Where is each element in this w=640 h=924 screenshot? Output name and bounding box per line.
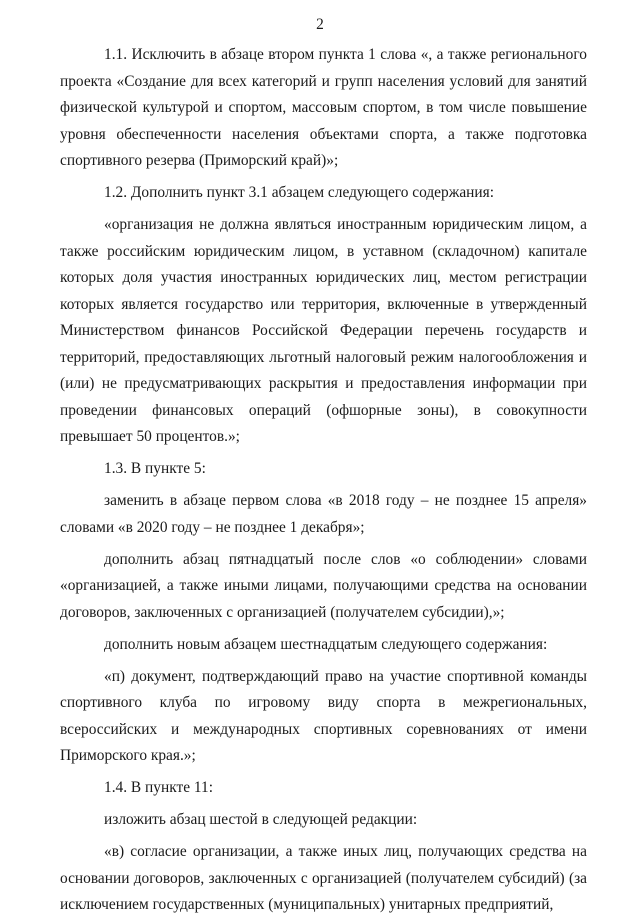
paragraph-quote-consent: «в) согласие организации, а также иных лиц, получающих средства на основании договоров, заключенных с организацией (получателем субсидий) (за исключением государственных (муниципальных) унитарных предприятий, xyxy=(60,843,587,913)
paragraph-1-4: 1.4. В пункте 11: xyxy=(104,779,213,796)
paragraph-add-words: дополнить абзац пятнадцатый после слов «о соблюдении» словами «организацией, а также иными лицами, получающими средства на основании договоров, заключенных с организацией (получателем субсидии),»; xyxy=(60,550,587,621)
paragraph-1-3: 1.3. В пункте 5: xyxy=(104,460,206,477)
paragraph-quote-organization: «организация не должна являться иностранным юридическим лицом, а также российским юридическим лицом, в уставном (складочном) капитале которых доля участия иностранных юридических лиц, местом регистрации которых является государство или территория, включенные в утвержденный Министерством финансов Российской Федерации перечень государств и территорий, предоставляющих льготный налоговый режим налогообложения и (или) не предусматривающих раскрытия и предоставления информации при проведении финансовых операций (офшорные зоны), в совокупности превышает 50 процентов.»; xyxy=(60,216,587,445)
document-body xyxy=(60,42,587,924)
page-number: 2 xyxy=(316,16,324,33)
paragraph-add-new: дополнить новым абзацем шестнадцатым следующего содержания: xyxy=(104,635,548,653)
paragraph-edit-sixth: изложить абзац шестой в следующей редакции: xyxy=(104,811,418,828)
paragraph-1-1: 1.1. Исключить в абзаце втором пункта 1 слова «, а также регионального проекта «Создание для всех категорий и групп населения условий для занятий физической культурой и спортом, массовым спортом, в том числе повышение уровня обеспеченности населения объектами спорта, а также подготовка спортивного резерва (Приморский край)»; xyxy=(60,46,587,169)
paragraph-replace-words: заменить в абзаце первом слова «в 2018 году – не позднее 15 апреля» словами «в 2020 году – не позднее 1 декабря»; xyxy=(60,492,587,536)
paragraph-quote-document: «п) документ, подтверждающий право на участие спортивной команды спортивного клуба по игровому виду спорта в межрегиональных, всероссийских и международных спортивных соревнованиях от имени Приморского края.»; xyxy=(60,667,587,764)
paragraph-1-2: 1.2. Дополнить пункт 3.1 абзацем следующего содержания: xyxy=(104,184,494,201)
